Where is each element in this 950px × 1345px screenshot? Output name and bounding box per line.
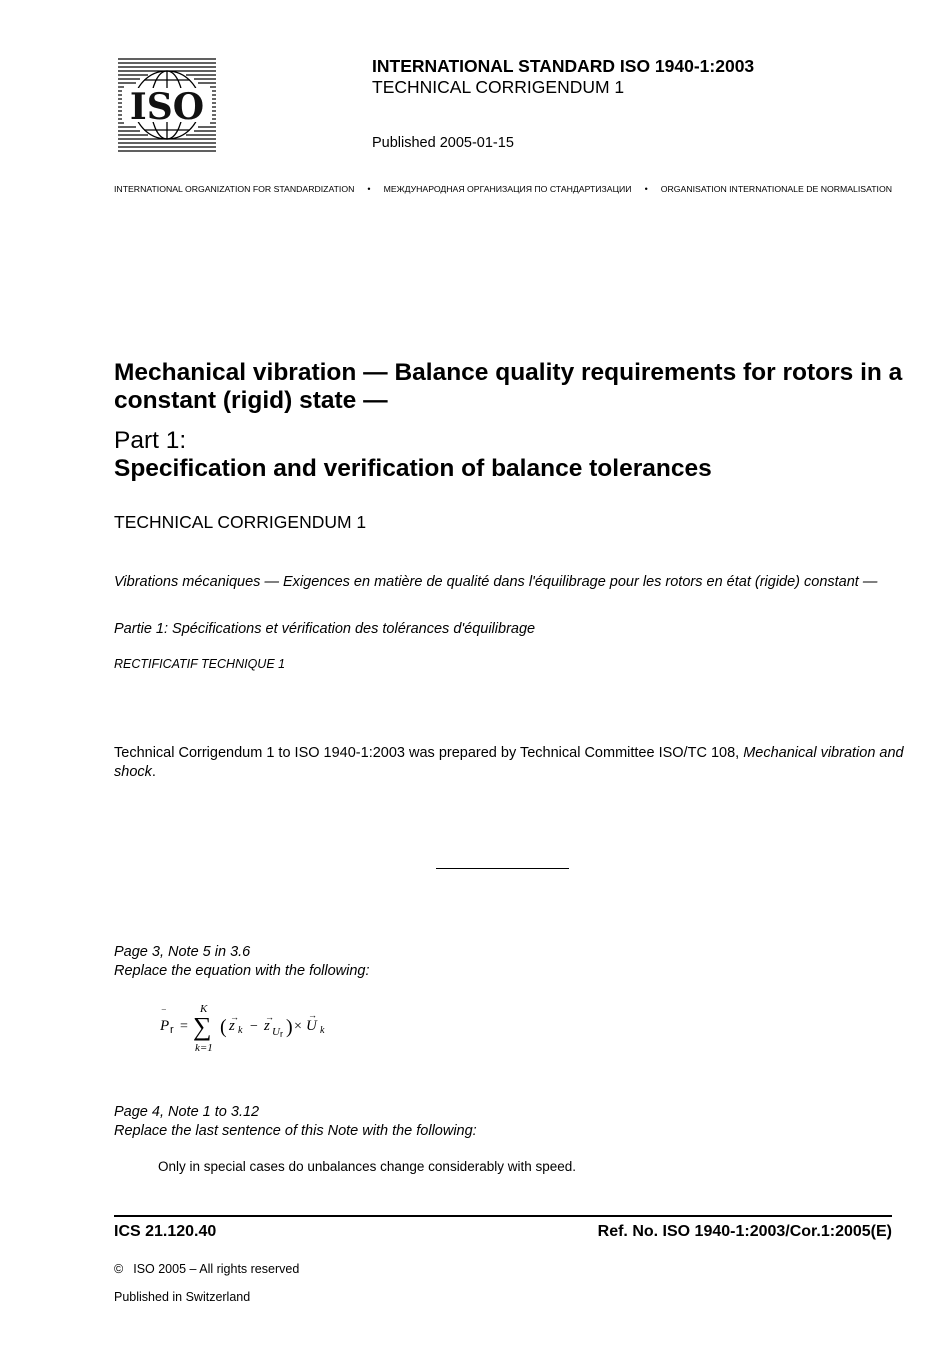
svg-text:→: → bbox=[308, 1010, 317, 1020]
org-name-english: INTERNATIONAL ORGANIZATION FOR STANDARDIZATION bbox=[114, 184, 355, 194]
section-separator bbox=[436, 868, 569, 869]
french-rectificatif: RECTIFICATIF TECHNIQUE 1 bbox=[114, 657, 286, 671]
svg-text:ISO: ISO bbox=[129, 86, 205, 128]
part-label: Part 1: bbox=[114, 427, 187, 454]
svg-text:=: = bbox=[180, 1019, 188, 1034]
correction-location: Page 4, Note 1 to 3.12 bbox=[114, 1104, 260, 1120]
french-part-title: Partie 1: Spécifications et vérification des tolérances d'équilibrage bbox=[114, 621, 536, 637]
preparation-end: . bbox=[151, 764, 156, 780]
svg-text:r: r bbox=[170, 1024, 174, 1036]
committee-name: Mechanical vibration and shock bbox=[114, 745, 904, 780]
svg-text:K: K bbox=[200, 1003, 208, 1015]
svg-text:r: r bbox=[280, 1029, 283, 1039]
reference-number: Ref. No. ISO 1940-1:2003/Cor.1:2005(E) bbox=[597, 1223, 892, 1240]
svg-text:U: U bbox=[272, 1026, 280, 1038]
copyright-icon: © bbox=[114, 1262, 124, 1276]
corrigendum-label: TECHNICAL CORRIGENDUM 1 bbox=[372, 77, 625, 97]
corrigendum-heading: TECHNICAL CORRIGENDUM 1 bbox=[114, 512, 367, 532]
svg-text:z: z bbox=[229, 1018, 235, 1034]
svg-text:→: → bbox=[230, 1012, 239, 1022]
published-in: Published in Switzerland bbox=[114, 1290, 251, 1304]
bullet-separator: • bbox=[644, 184, 648, 194]
equation bbox=[160, 1000, 360, 1056]
svg-text:k: k bbox=[238, 1025, 243, 1036]
copyright-text: ISO 2005 – All rights reserved bbox=[133, 1262, 300, 1276]
bullet-separator: • bbox=[367, 184, 371, 194]
svg-text:(: ( bbox=[220, 1016, 227, 1038]
footer-rule bbox=[114, 1215, 892, 1217]
svg-text:∑: ∑ bbox=[193, 1012, 212, 1041]
org-name-french: ORGANISATION INTERNATIONALE DE NORMALISATION bbox=[660, 184, 892, 194]
svg-text:→: → bbox=[265, 1012, 274, 1022]
iso-logo bbox=[118, 58, 216, 152]
correction-location: Page 3, Note 5 in 3.6 bbox=[114, 944, 251, 960]
standard-title: INTERNATIONAL STANDARD ISO 1940-1:2003 bbox=[372, 56, 755, 76]
org-name-russian: МЕЖДУНАРОДНАЯ ОРГАНИЗАЦИЯ ПО СТАНДАРТИЗАЦИИ bbox=[383, 184, 632, 194]
svg-text:‾: ‾ bbox=[162, 1009, 166, 1021]
svg-text:z: z bbox=[264, 1018, 270, 1034]
svg-text:U: U bbox=[306, 1018, 317, 1034]
correction-instruction: Replace the equation with the following: bbox=[114, 963, 370, 979]
preparation-statement bbox=[114, 744, 904, 782]
document-title: Mechanical vibration — Balance quality requirements for rotors in a constant (rigid) state — bbox=[114, 359, 903, 414]
svg-text:×: × bbox=[294, 1019, 302, 1034]
svg-text:k: k bbox=[320, 1025, 325, 1036]
copyright-notice bbox=[114, 1261, 299, 1277]
correction-2 bbox=[114, 1103, 477, 1141]
organization-line bbox=[114, 183, 892, 195]
correction-1 bbox=[114, 943, 370, 981]
correction-instruction: Replace the last sentence of this Note with the following: bbox=[114, 1123, 477, 1139]
preparation-text: Technical Corrigendum 1 to ISO 1940-1:2003 was prepared by Technical Committee ISO/TC 108, bbox=[114, 745, 744, 761]
svg-text:): ) bbox=[286, 1016, 293, 1038]
svg-text:P: P bbox=[160, 1018, 170, 1034]
svg-text:−: − bbox=[250, 1019, 258, 1034]
replacement-sentence: Only in special cases do unbalances change considerably with speed. bbox=[158, 1159, 577, 1174]
french-title: Vibrations mécaniques — Exigences en matière de qualité dans l'équilibrage pour les rotors en état (rigide) constant — bbox=[114, 574, 878, 590]
ics-code: ICS 21.120.40 bbox=[114, 1223, 217, 1240]
iso-globe-icon bbox=[118, 58, 216, 152]
published-date: Published 2005-01-15 bbox=[372, 135, 514, 151]
svg-text:k=1: k=1 bbox=[195, 1042, 213, 1054]
part-subtitle: Specification and verification of balance tolerances bbox=[114, 455, 712, 482]
